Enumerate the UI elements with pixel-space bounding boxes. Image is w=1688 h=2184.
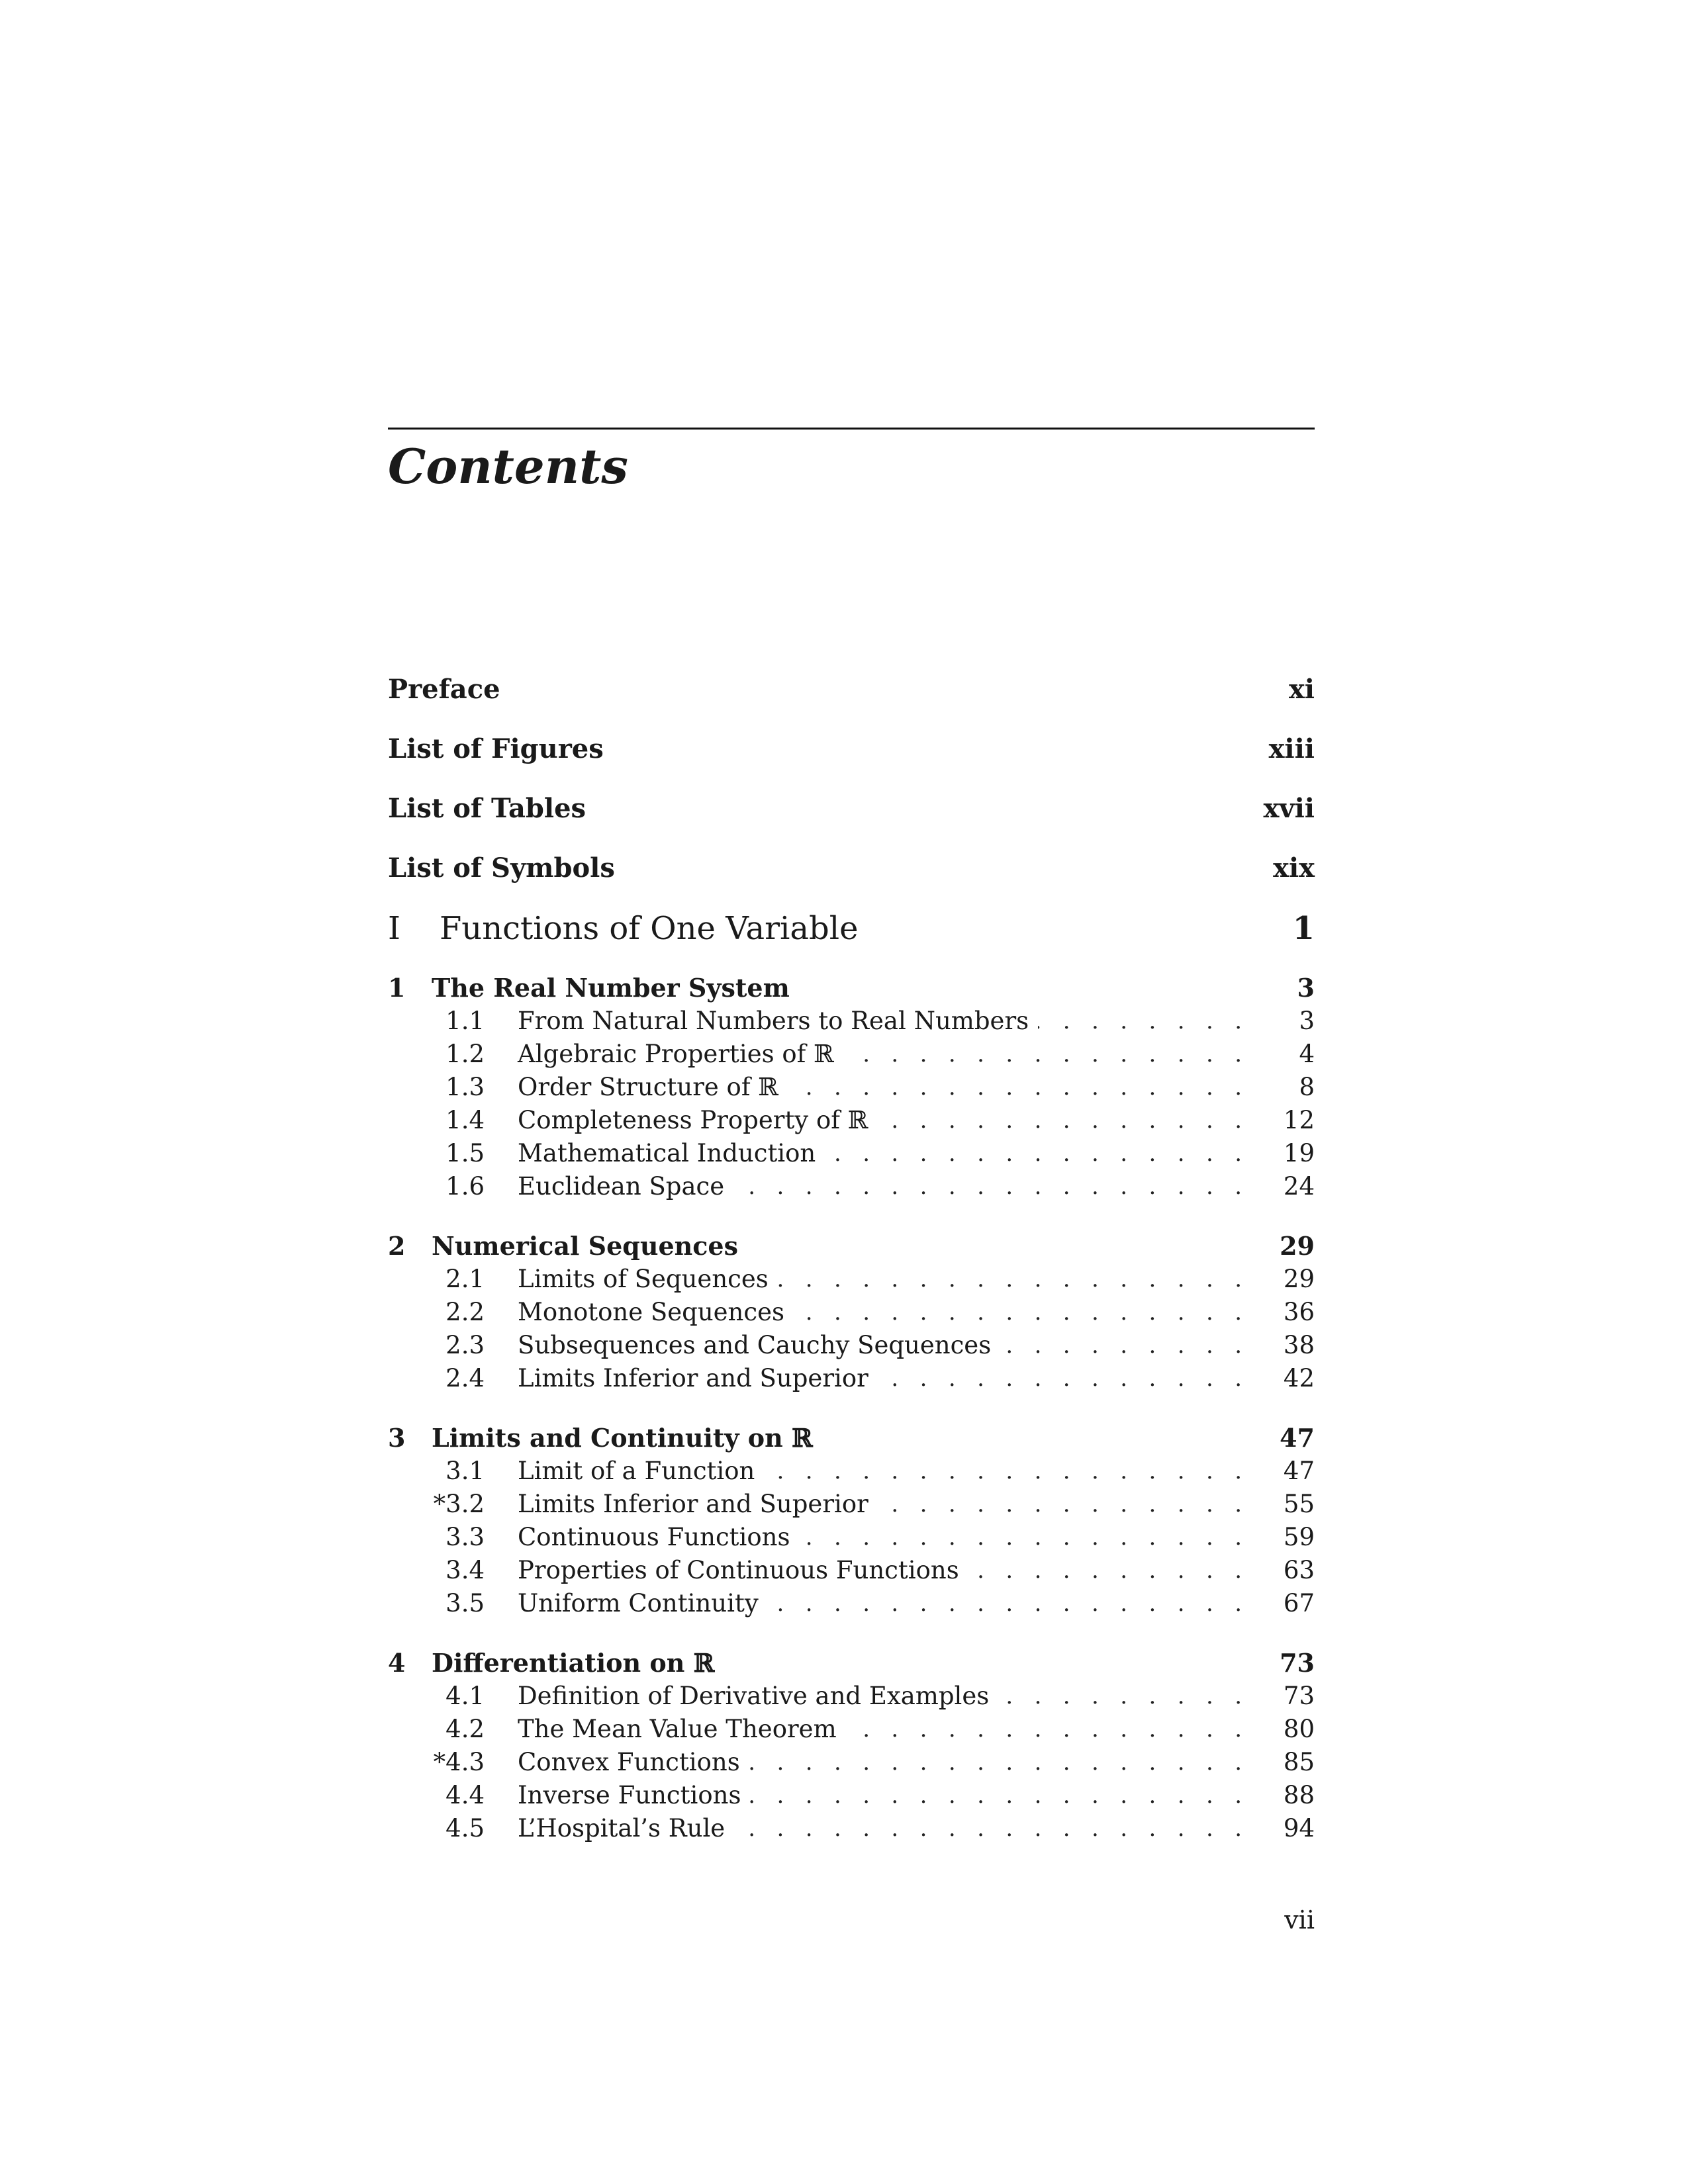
section-page: 67 xyxy=(1283,1589,1315,1617)
section-page: 63 xyxy=(1283,1556,1315,1584)
entry-title: List of Tables xyxy=(388,793,586,824)
toc-entry-list-of-tables[interactable] xyxy=(388,792,1315,826)
section-number: 3.4 xyxy=(445,1556,485,1584)
section-number: 1.4 xyxy=(445,1106,485,1134)
section-title: Limits of Sequences xyxy=(518,1263,778,1296)
section-number: 3.1 xyxy=(445,1457,485,1485)
chapter-title: The Real Number System xyxy=(432,973,790,1003)
chapter-page: 29 xyxy=(1280,1231,1315,1261)
section-page: 36 xyxy=(1283,1298,1315,1326)
section-title: Limits Inferior and Superior xyxy=(518,1362,878,1395)
page-title: Contents xyxy=(388,438,628,494)
toc-section[interactable] xyxy=(388,1455,1315,1488)
chapter-number: 2 xyxy=(388,1231,406,1261)
section-number: 4.1 xyxy=(445,1682,485,1710)
section-title: Definition of Derivative and Examples xyxy=(518,1680,998,1713)
toc-section[interactable] xyxy=(388,1680,1315,1713)
chapter-title: Limits and Continuity on ℝ xyxy=(432,1423,813,1453)
section-page: 88 xyxy=(1283,1781,1315,1809)
section-number: 1.3 xyxy=(445,1073,485,1101)
toc-entry-list-of-symbols[interactable] xyxy=(388,851,1315,886)
toc-section[interactable] xyxy=(388,1038,1315,1071)
toc-entry-preface[interactable] xyxy=(388,672,1315,707)
section-number: 1.1 xyxy=(445,1007,485,1035)
section-number: 3.5 xyxy=(445,1589,485,1617)
chapter-number: 3 xyxy=(388,1423,406,1453)
toc-section[interactable] xyxy=(388,1263,1315,1296)
section-page: 19 xyxy=(1283,1139,1315,1167)
section-title: Subsequences and Cauchy Sequences xyxy=(518,1329,1000,1362)
section-number: 2.3 xyxy=(445,1331,485,1359)
toc-section[interactable] xyxy=(388,1713,1315,1746)
section-page: 59 xyxy=(1283,1523,1315,1551)
section-page: 12 xyxy=(1283,1106,1315,1134)
section-title: Limit of a Function xyxy=(518,1455,764,1488)
section-page: 47 xyxy=(1283,1457,1315,1485)
section-title: Algebraic Properties of ℝ xyxy=(518,1038,843,1071)
toc-chapter[interactable] xyxy=(388,1647,1315,1680)
toc-section[interactable] xyxy=(388,1746,1315,1779)
chapter-number: 4 xyxy=(388,1648,406,1678)
toc-chapter[interactable] xyxy=(388,972,1315,1005)
entry-title: Preface xyxy=(388,674,500,705)
entry-page: xi xyxy=(1288,674,1315,705)
section-title: L’Hospital’s Rule xyxy=(518,1812,734,1845)
section-title: Euclidean Space xyxy=(518,1170,733,1203)
part-title: Functions of One Variable xyxy=(440,910,859,947)
section-number: *3.2 xyxy=(433,1490,485,1518)
section-number: 4.4 xyxy=(445,1781,485,1809)
toc-section[interactable] xyxy=(388,1554,1315,1587)
section-page: 3 xyxy=(1299,1007,1315,1035)
section-title: Monotone Sequences xyxy=(518,1296,794,1329)
section-number: 2.1 xyxy=(445,1265,485,1293)
section-page: 85 xyxy=(1283,1748,1315,1776)
section-title: Properties of Continuous Functions xyxy=(518,1554,968,1587)
section-page: 73 xyxy=(1283,1682,1315,1710)
entry-page: xix xyxy=(1273,852,1315,884)
toc-section[interactable] xyxy=(388,1137,1315,1170)
toc-entry-list-of-figures[interactable] xyxy=(388,732,1315,766)
toc-section[interactable] xyxy=(388,1071,1315,1104)
section-page: 29 xyxy=(1283,1265,1315,1293)
section-page: 42 xyxy=(1283,1364,1315,1392)
chapter-page: 3 xyxy=(1297,973,1315,1003)
section-title: Continuous Functions xyxy=(518,1521,799,1554)
toc-chapter[interactable] xyxy=(388,1422,1315,1455)
section-number: 1.6 xyxy=(445,1172,485,1201)
section-title: Order Structure of ℝ xyxy=(518,1071,788,1104)
toc-section[interactable] xyxy=(388,1329,1315,1362)
part-page: 1 xyxy=(1292,910,1315,947)
toc-section[interactable] xyxy=(388,1362,1315,1395)
section-number: *4.3 xyxy=(433,1748,485,1776)
section-number: 1.5 xyxy=(445,1139,485,1167)
section-number: 4.2 xyxy=(445,1715,485,1743)
section-title: Convex Functions xyxy=(518,1746,749,1779)
toc-section[interactable] xyxy=(388,1170,1315,1203)
section-title: Completeness Property of ℝ xyxy=(518,1104,877,1137)
entry-page: xvii xyxy=(1263,793,1315,824)
chapter-title: Numerical Sequences xyxy=(432,1231,738,1261)
section-title: Inverse Functions xyxy=(518,1779,750,1812)
section-page: 4 xyxy=(1299,1040,1315,1068)
chapter-number: 1 xyxy=(388,973,406,1003)
toc-section[interactable] xyxy=(388,1296,1315,1329)
toc-section[interactable] xyxy=(388,1005,1315,1038)
toc-section[interactable] xyxy=(388,1104,1315,1137)
section-number: 4.5 xyxy=(445,1814,485,1843)
section-number: 2.4 xyxy=(445,1364,485,1392)
toc-part[interactable] xyxy=(388,908,1315,949)
section-number: 2.2 xyxy=(445,1298,485,1326)
section-number: 1.2 xyxy=(445,1040,485,1068)
section-page: 24 xyxy=(1283,1172,1315,1201)
section-title: The Mean Value Theorem xyxy=(518,1713,846,1746)
section-page: 80 xyxy=(1283,1715,1315,1743)
part-number: I xyxy=(388,910,400,947)
heading-rule xyxy=(388,428,1315,430)
section-title: Uniform Continuity xyxy=(518,1587,768,1620)
section-title: From Natural Numbers to Real Numbers xyxy=(518,1005,1038,1038)
chapter-page: 73 xyxy=(1280,1648,1315,1678)
section-page: 8 xyxy=(1299,1073,1315,1101)
toc-section[interactable] xyxy=(388,1587,1315,1620)
entry-title: List of Figures xyxy=(388,733,604,764)
chapter-title: Differentiation on ℝ xyxy=(432,1648,715,1678)
entry-title: List of Symbols xyxy=(388,852,615,884)
toc-section[interactable] xyxy=(388,1488,1315,1521)
section-number: 3.3 xyxy=(445,1523,485,1551)
section-page: 38 xyxy=(1283,1331,1315,1359)
chapter-page: 47 xyxy=(1280,1423,1315,1453)
page-number: vii xyxy=(1284,1905,1315,1934)
section-title: Mathematical Induction xyxy=(518,1137,825,1170)
toc-section[interactable] xyxy=(388,1812,1315,1845)
entry-page: xiii xyxy=(1268,733,1315,764)
section-title: Limits Inferior and Superior xyxy=(518,1488,878,1521)
toc-section[interactable] xyxy=(388,1779,1315,1812)
toc-chapter[interactable] xyxy=(388,1230,1315,1263)
toc-section[interactable] xyxy=(388,1521,1315,1554)
section-page: 55 xyxy=(1283,1490,1315,1518)
section-page: 94 xyxy=(1283,1814,1315,1843)
